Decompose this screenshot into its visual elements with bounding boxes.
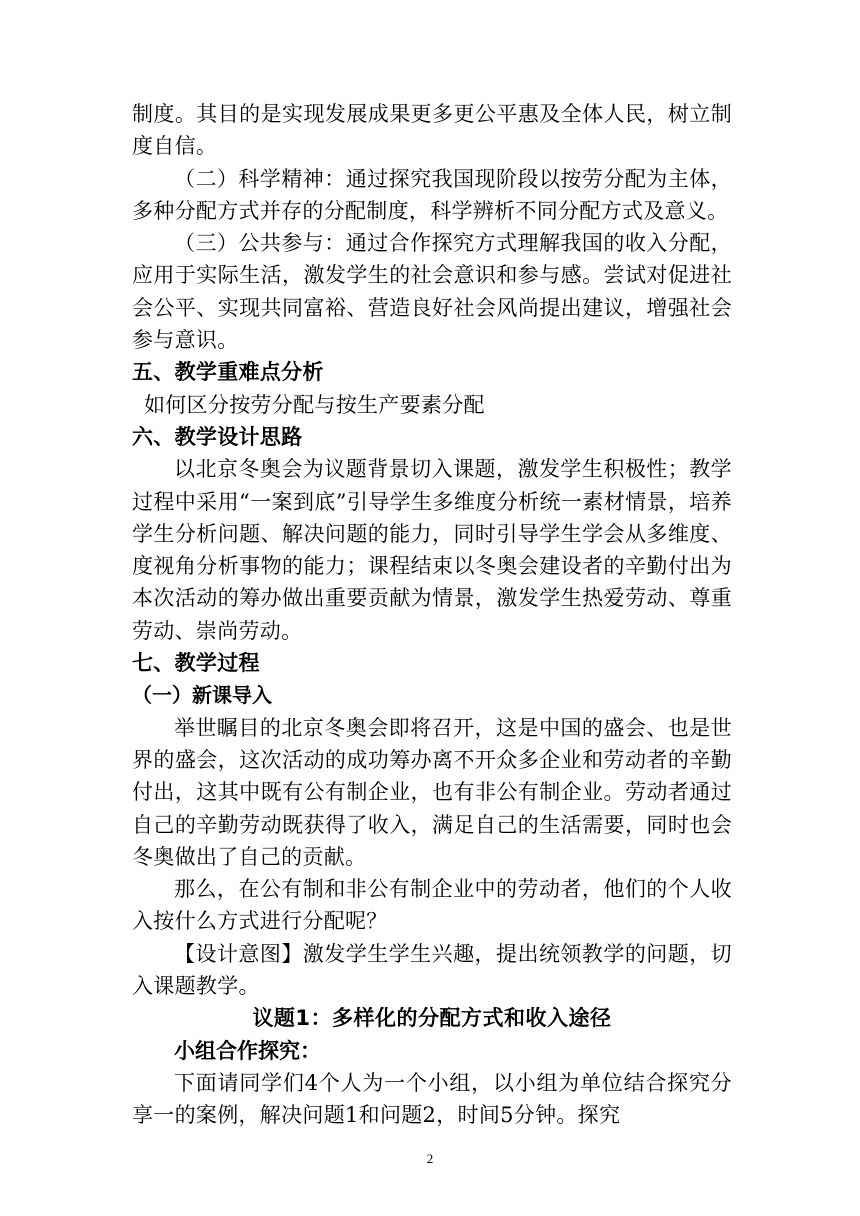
subheading-lesson-intro: （一）新课导入 — [132, 683, 272, 708]
heading-design-ideas: 六、教学设计思路 — [132, 424, 303, 449]
topic-title: 议题1：多样化的分配方式和收入途径 — [252, 1006, 612, 1031]
paragraph-winter-olympics: 举世瞩目的北京冬奥会即将召开，这是中国的盛会、也是世界的盛会，这次活动的成功筹办离不开众多企业和劳动者的辛勤付出，这其中既有公有制企业，也有非公有制企业。劳动者通过自己的辛勤劳动既获得了收入，满足自己的生活需要，同时也会冬奥做出了自己的贡献。 — [132, 715, 732, 869]
paragraph-system-confidence: 制度。其目的是实现发展成果更多更公平惠及全体人民，树立制度自信。 — [132, 102, 732, 159]
paragraph-group-instructions: 下面请同学们4个人为一个小组，以小组为单位结合探究分享一的案例，解决问题1和问题2，时间5分钟。探究 — [132, 1070, 732, 1128]
paragraph-design-ideas: 以北京冬奥会为议题背景切入课题，激发学生积极性；教学过程中采用“一案到底”引导学生多维度分析统一素材情景，培养学生分析问题、解决问题的能力，同时引导学生学会从多维度、度视角分析事物的能力；课程结束以冬奥会建设者的辛勤付出为本次活动的筹办做出重要贡献为情景，激发学生热爱劳动、尊重劳动、崇尚劳动。 — [132, 457, 732, 643]
heading-teaching-process: 七、教学过程 — [132, 651, 260, 676]
paragraph-scientific-spirit: （二）科学精神：通过探究我国现阶段以按劳分配为主体，多种分配方式并存的分配制度，科学辨析不同分配方式及意义。 — [132, 166, 732, 223]
paragraph-key-difficulty-text: 如何区分按劳分配与按生产要素分配 — [144, 392, 485, 417]
group-inquiry-title: 小组合作探究： — [174, 1038, 321, 1063]
heading-key-difficulties: 五、教学重难点分析 — [132, 360, 324, 385]
paragraph-question: 那么，在公有制和非公有制企业中的劳动者，他们的个人收入按什么方式进行分配呢？ — [132, 877, 732, 934]
page-number: 2 — [426, 1151, 434, 1166]
paragraph-public-participation: （三）公共参与：通过合作探究方式理解我国的收入分配，应用于实际生活，激发学生的社会意识和参与感。尝试对促进社会公平、实现共同富裕、营造良好社会风尚提出建议，增强社会参与意识。 — [132, 231, 732, 353]
page-content — [132, 98, 732, 1132]
paragraph-design-intent: 【设计意图】激发学生学生兴趣，提出统领教学的问题，切入课题教学。 — [132, 941, 732, 999]
